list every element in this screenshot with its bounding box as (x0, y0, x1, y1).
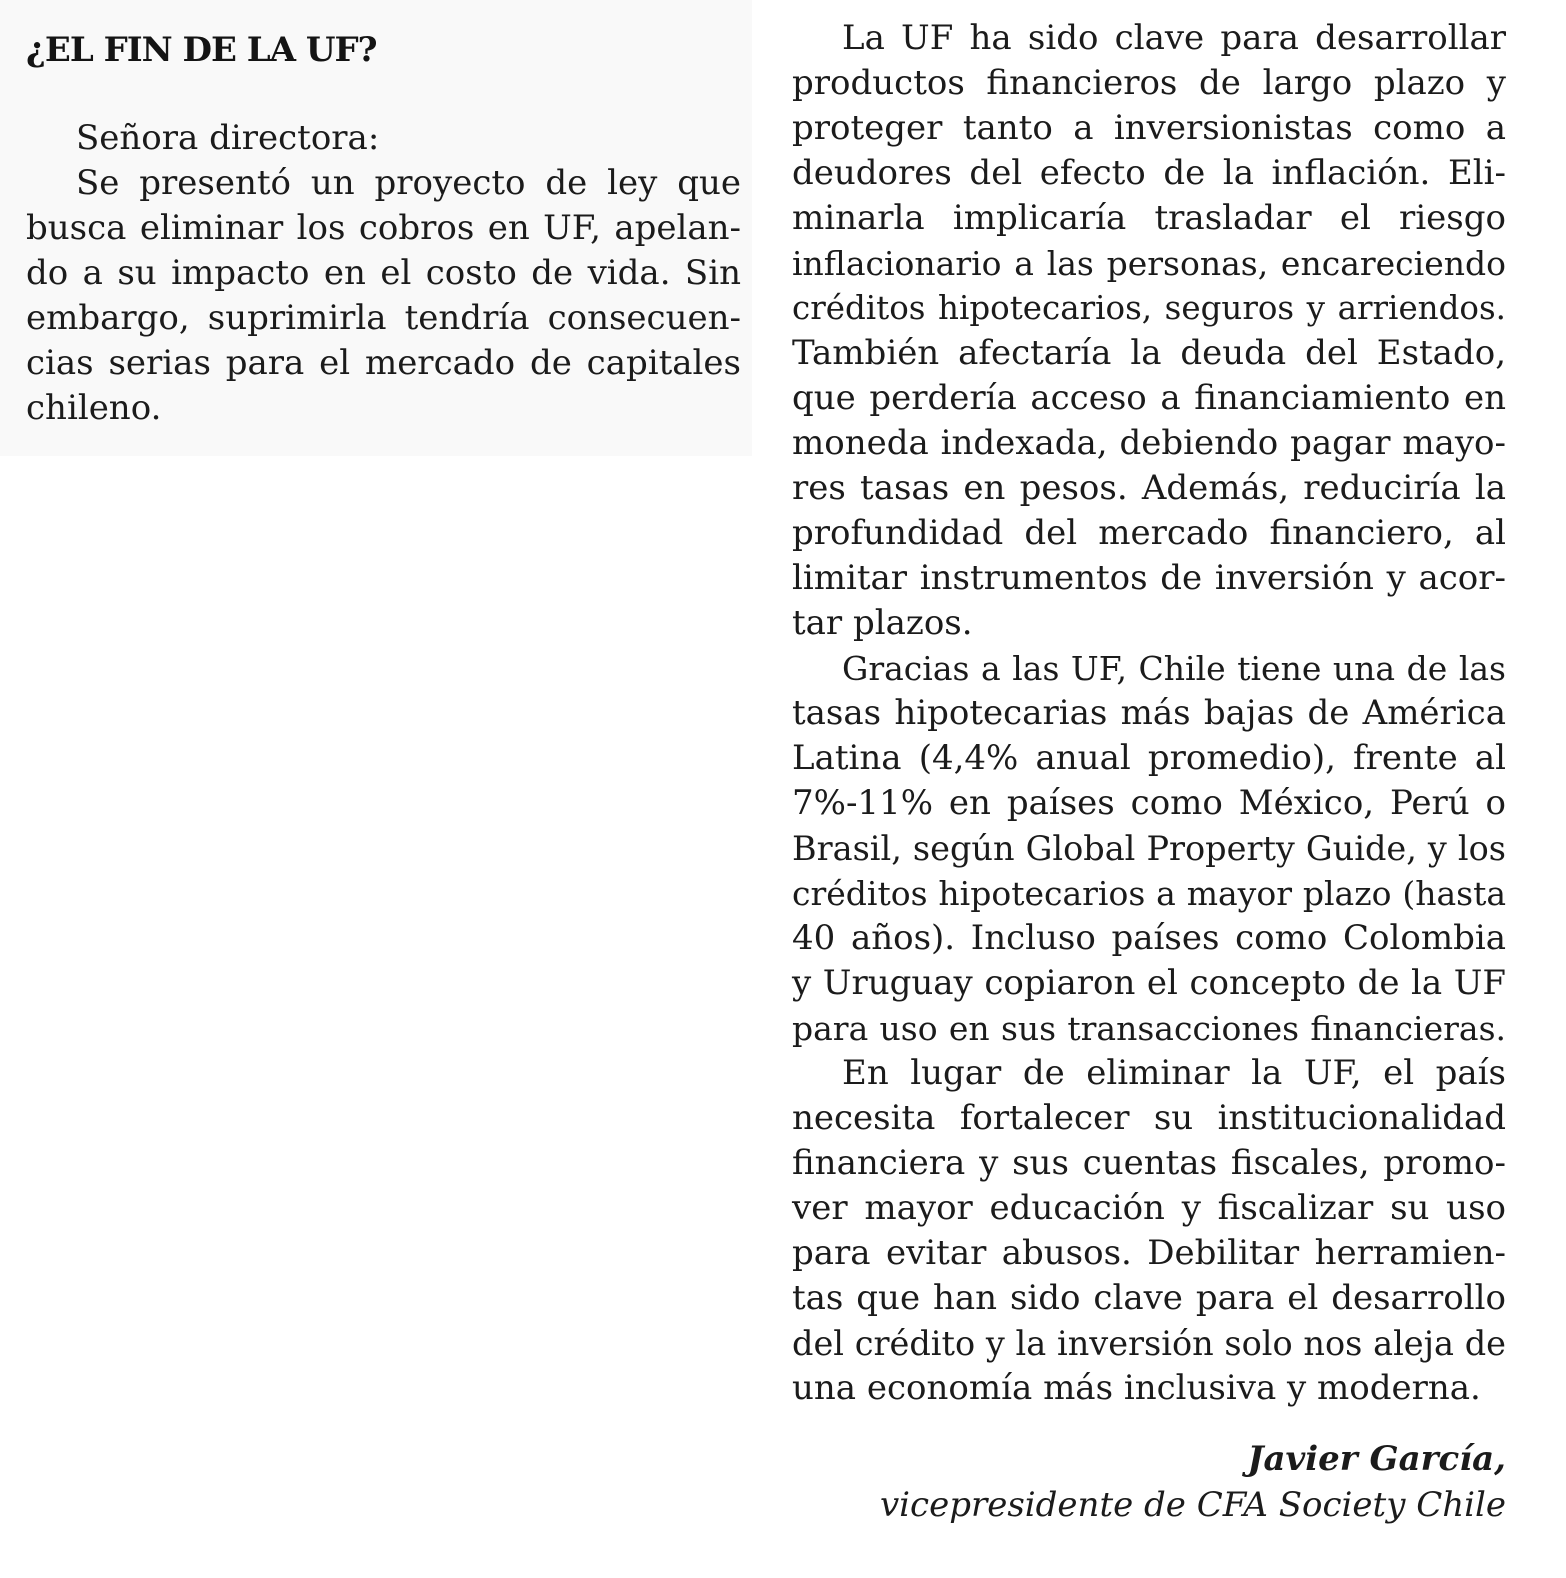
text-line: cias serias para el mercado de capitales (26, 343, 741, 383)
text-line: 7%-11% en países como México, Perú o (792, 783, 1506, 823)
text-line: tasas hipotecarias más bajas de América (792, 693, 1506, 733)
text-line: financiera y sus cuentas fiscales, promo- (792, 1143, 1506, 1183)
text-line: chileno. (26, 388, 162, 428)
author-role: vicepresidente de CFA Society Chile (879, 1485, 1506, 1525)
text-line: del crédito y la inversión solo nos aleja de (792, 1324, 1506, 1363)
text-line: tas que han sido clave para el desarrollo (792, 1278, 1506, 1318)
text-line: Señora directora: (76, 118, 380, 158)
text-line: limitar instrumentos de inversión y acor- (792, 558, 1506, 598)
text-line: para evitar abusos. Debilitar herramien- (792, 1233, 1506, 1273)
text-line: créditos hipotecarios, seguros y arriendos. (792, 289, 1506, 327)
text-line: profundidad del mercado financiero, al (792, 513, 1506, 553)
text-line: moneda indexada, debiendo pagar mayo- (792, 423, 1506, 463)
text-line: 40 años). Incluso países como Colombia (792, 918, 1506, 958)
text-line: ver mayor educación y fiscalizar su uso (792, 1188, 1506, 1228)
text-line: productos financieros de largo plazo y (792, 63, 1506, 103)
text-line: También afectaría la deuda del Estado, (792, 333, 1506, 373)
right-column-body (792, 16, 1506, 1411)
text-line: tar plazos. (792, 603, 973, 643)
author-name: Javier García, (1247, 1439, 1506, 1479)
text-line: Gracias a las UF, Chile tiene una de las (842, 649, 1506, 688)
text-line: deudores del efecto de la inflación. Eli- (792, 153, 1506, 193)
text-line: créditos hipotecarios a mayor plazo (hasta (792, 874, 1506, 913)
left-column-body (26, 116, 741, 431)
text-line: busca eliminar los cobros en UF, apelan- (26, 208, 741, 248)
text-line: Latina (4,4% anual promedio), frente al (792, 738, 1506, 778)
text-line: Se presentó un proyecto de ley que (76, 163, 741, 203)
text-line: necesita fortalecer su institucionalidad (792, 1098, 1506, 1138)
text-line: do a su impacto en el costo de vida. Sin (26, 253, 741, 293)
text-line: En lugar de eliminar la UF, el país (842, 1053, 1506, 1093)
article-headline: ¿EL FIN DE LA UF? (26, 30, 377, 70)
text-line: minarla implicaría trasladar el riesgo (792, 198, 1506, 238)
text-line: embargo, suprimirla tendría consecuen- (26, 298, 741, 338)
text-line: La UF ha sido clave para desarrollar (842, 18, 1506, 58)
signature-block (880, 1436, 1506, 1528)
text-line: y Uruguay copiaron el concepto de la UF (792, 963, 1506, 1003)
text-line: para uso en sus transacciones financieras. (792, 1009, 1506, 1048)
text-line: res tasas en pesos. Además, reduciría la (792, 468, 1506, 508)
text-line: inflacionario a las personas, encareciendo (792, 244, 1506, 283)
text-line: Brasil, según Global Property Guide, y los (792, 829, 1506, 868)
text-line: una economía más inclusiva y moderna. (792, 1368, 1481, 1408)
text-line: que perdería acceso a financiamiento en (792, 378, 1506, 418)
text-line: proteger tanto a inversionistas como a (792, 108, 1506, 148)
